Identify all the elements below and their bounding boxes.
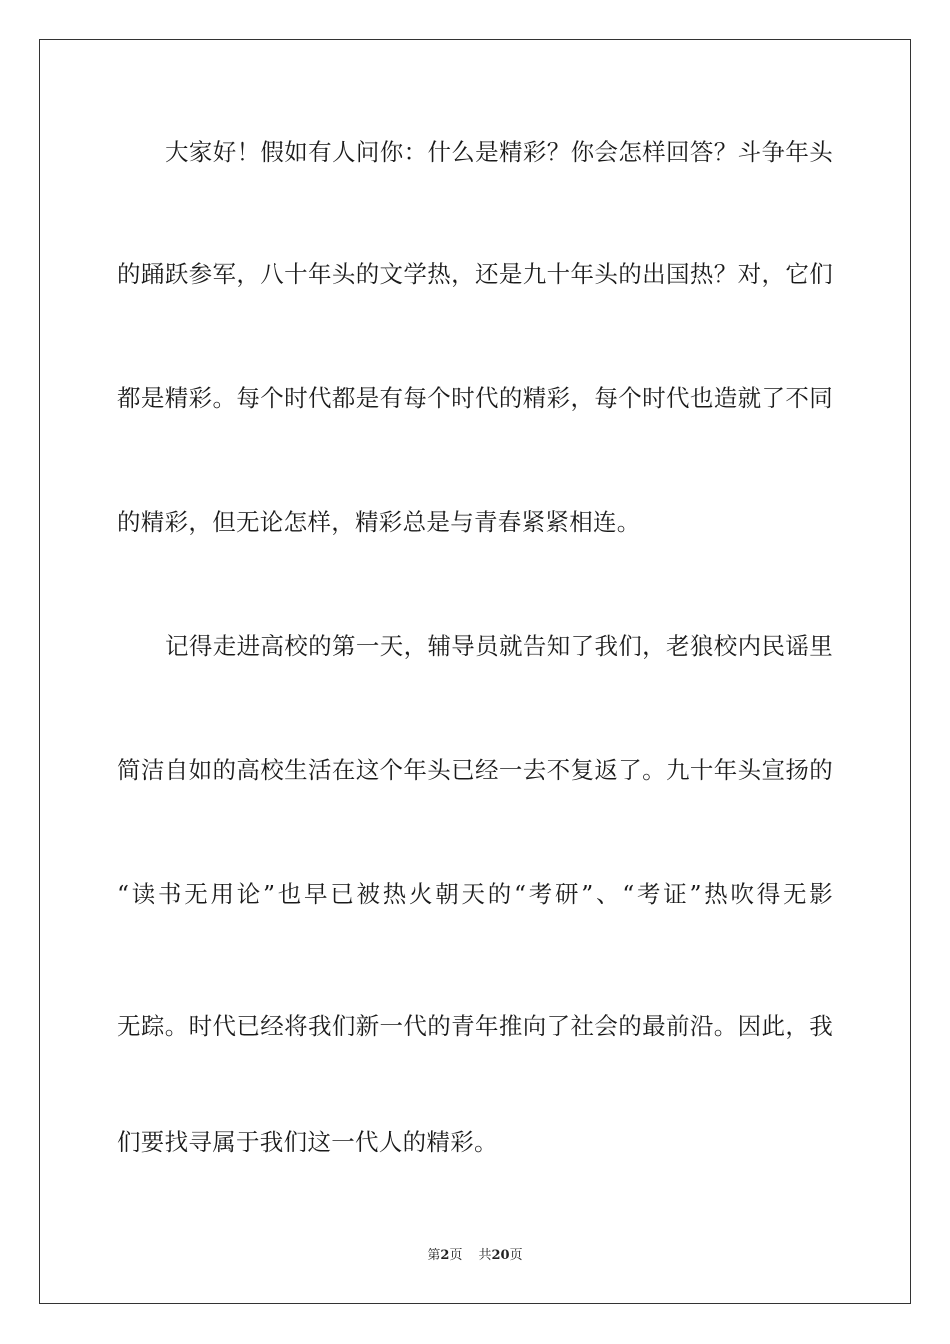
paragraph-1-line-2: 的踊跃参军，八十年头的文学热，还是九十年头的出国热？对，它们 [117,260,833,288]
total-suffix: 页 [509,1248,523,1263]
paragraph-2-line-3: “读书无用论”也早已被热火朝天的“考研”、“考证”热吹得无影 [117,880,833,908]
page-border [39,39,911,1304]
total-pages: 20 [491,1248,510,1263]
page-suffix: 页 [449,1248,463,1263]
page-footer [0,1247,950,1265]
paragraph-2-line-2: 简洁自如的高校生活在这个年头已经一去不复返了。九十年头宣扬的 [117,756,833,784]
paragraph-2-line-5: 们要找寻属于我们这一代人的精彩。 [117,1128,498,1156]
total-prefix: 共 [478,1248,492,1263]
page-number: 2 [440,1248,450,1263]
paragraph-2-line-4: 无踪。时代已经将我们新一代的青年推向了社会的最前沿。因此，我 [117,1012,833,1040]
paragraph-1-line-4: 的精彩，但无论怎样，精彩总是与青春紧紧相连。 [117,508,641,536]
paragraph-2-line-1: 记得走进高校的第一天，辅导员就告知了我们，老狼校内民谣里 [165,632,833,660]
paragraph-1-line-3: 都是精彩。每个时代都是有每个时代的精彩，每个时代也造就了不同 [117,384,833,412]
page-prefix: 第 [427,1248,441,1263]
paragraph-1-line-1: 大家好！假如有人问你：什么是精彩？你会怎样回答？斗争年头 [165,138,833,166]
